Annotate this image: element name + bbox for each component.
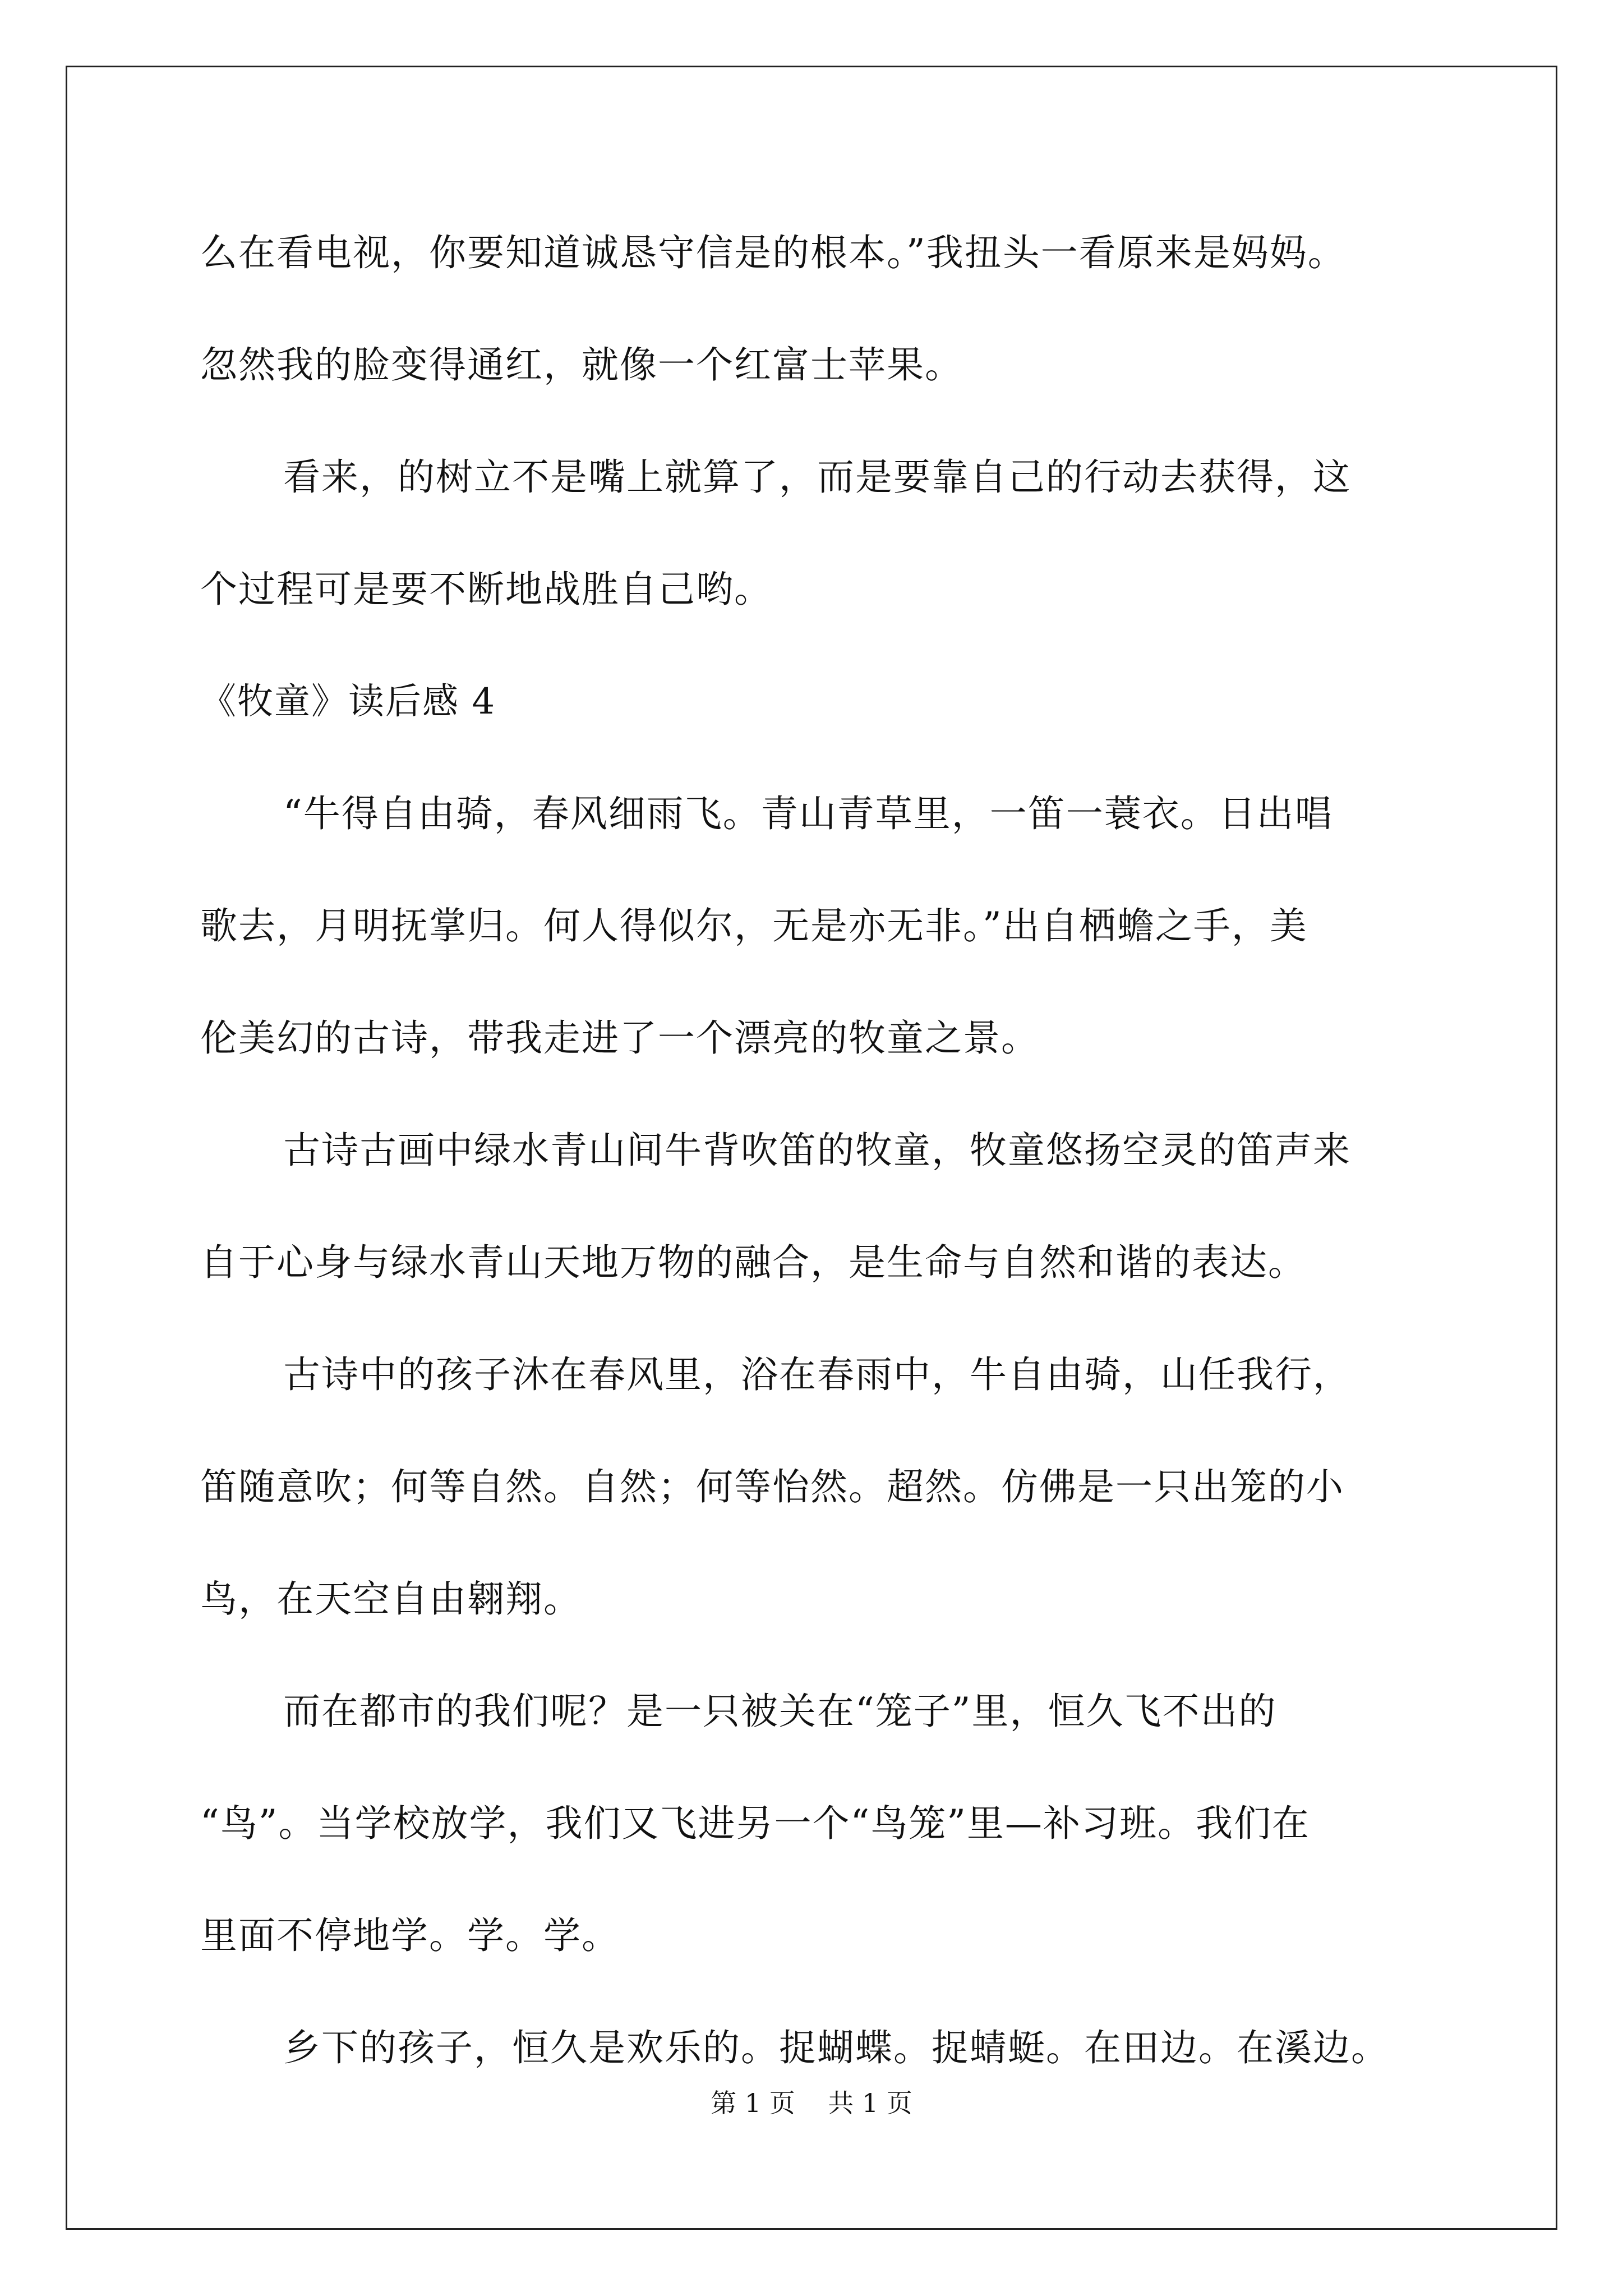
text-line: 古诗古画中绿水青山间牛背吹笛的牧童，牧童悠扬空灵的笛声来 bbox=[283, 1129, 1351, 1172]
text-line: “牛得自由骑，春风细雨飞。青山青草里，一笛一蓑衣。日出唱 bbox=[283, 792, 1333, 835]
text-line: “鸟”。当学校放学，我们又飞进另一个“鸟笼”里—补习班。我们在 bbox=[200, 1802, 1310, 1845]
text-line: 个过程可是要不断地战胜自己哟。 bbox=[200, 568, 772, 611]
text-line: 伦美幻的古诗，带我走进了一个漂亮的牧童之景。 bbox=[200, 1016, 1039, 1060]
text-line: 笛随意吹；何等自然。自然；何等怡然。超然。仿佛是一只出笼的小 bbox=[200, 1465, 1344, 1508]
document-body bbox=[200, 208, 1484, 2115]
section-heading: 《牧童》读后感 4 bbox=[200, 681, 496, 723]
text-line: 自于心身与绿水青山天地万物的融合，是生命与自然和谐的表达。 bbox=[200, 1241, 1306, 1284]
text-line: 看来，的树立不是嘴上就算了，而是要靠自己的行动去获得，这 bbox=[283, 455, 1351, 499]
text-line: 乡下的孩子，恒久是欢乐的。捉蝴蝶。捉蜻蜓。在田边。在溪边。 bbox=[283, 2026, 1389, 2069]
text-line: 忽然我的脸变得通红，就像一个红富士苹果。 bbox=[200, 343, 963, 386]
page-number-footer: 第 1 页 共 1 页 bbox=[711, 2088, 912, 2118]
text-line: 鸟，在天空自由翱翔。 bbox=[200, 1577, 582, 1621]
text-line: 而在都市的我们呢？是一只被关在“笼子”里，恒久飞不出的 bbox=[283, 1690, 1277, 1733]
text-line: 里面不停地学。学。学。 bbox=[200, 1914, 620, 1957]
text-line: 古诗中的孩子沐在春风里，浴在春雨中，牛自由骑，山任我行， bbox=[283, 1353, 1351, 1396]
text-line: 么在看电视，你要知道诚恳守信是的根本。”我扭头一看原来是妈妈。 bbox=[200, 231, 1346, 274]
text-line: 歌去，月明抚掌归。何人得似尔，无是亦无非。”出自栖蟾之手，美 bbox=[200, 904, 1308, 947]
